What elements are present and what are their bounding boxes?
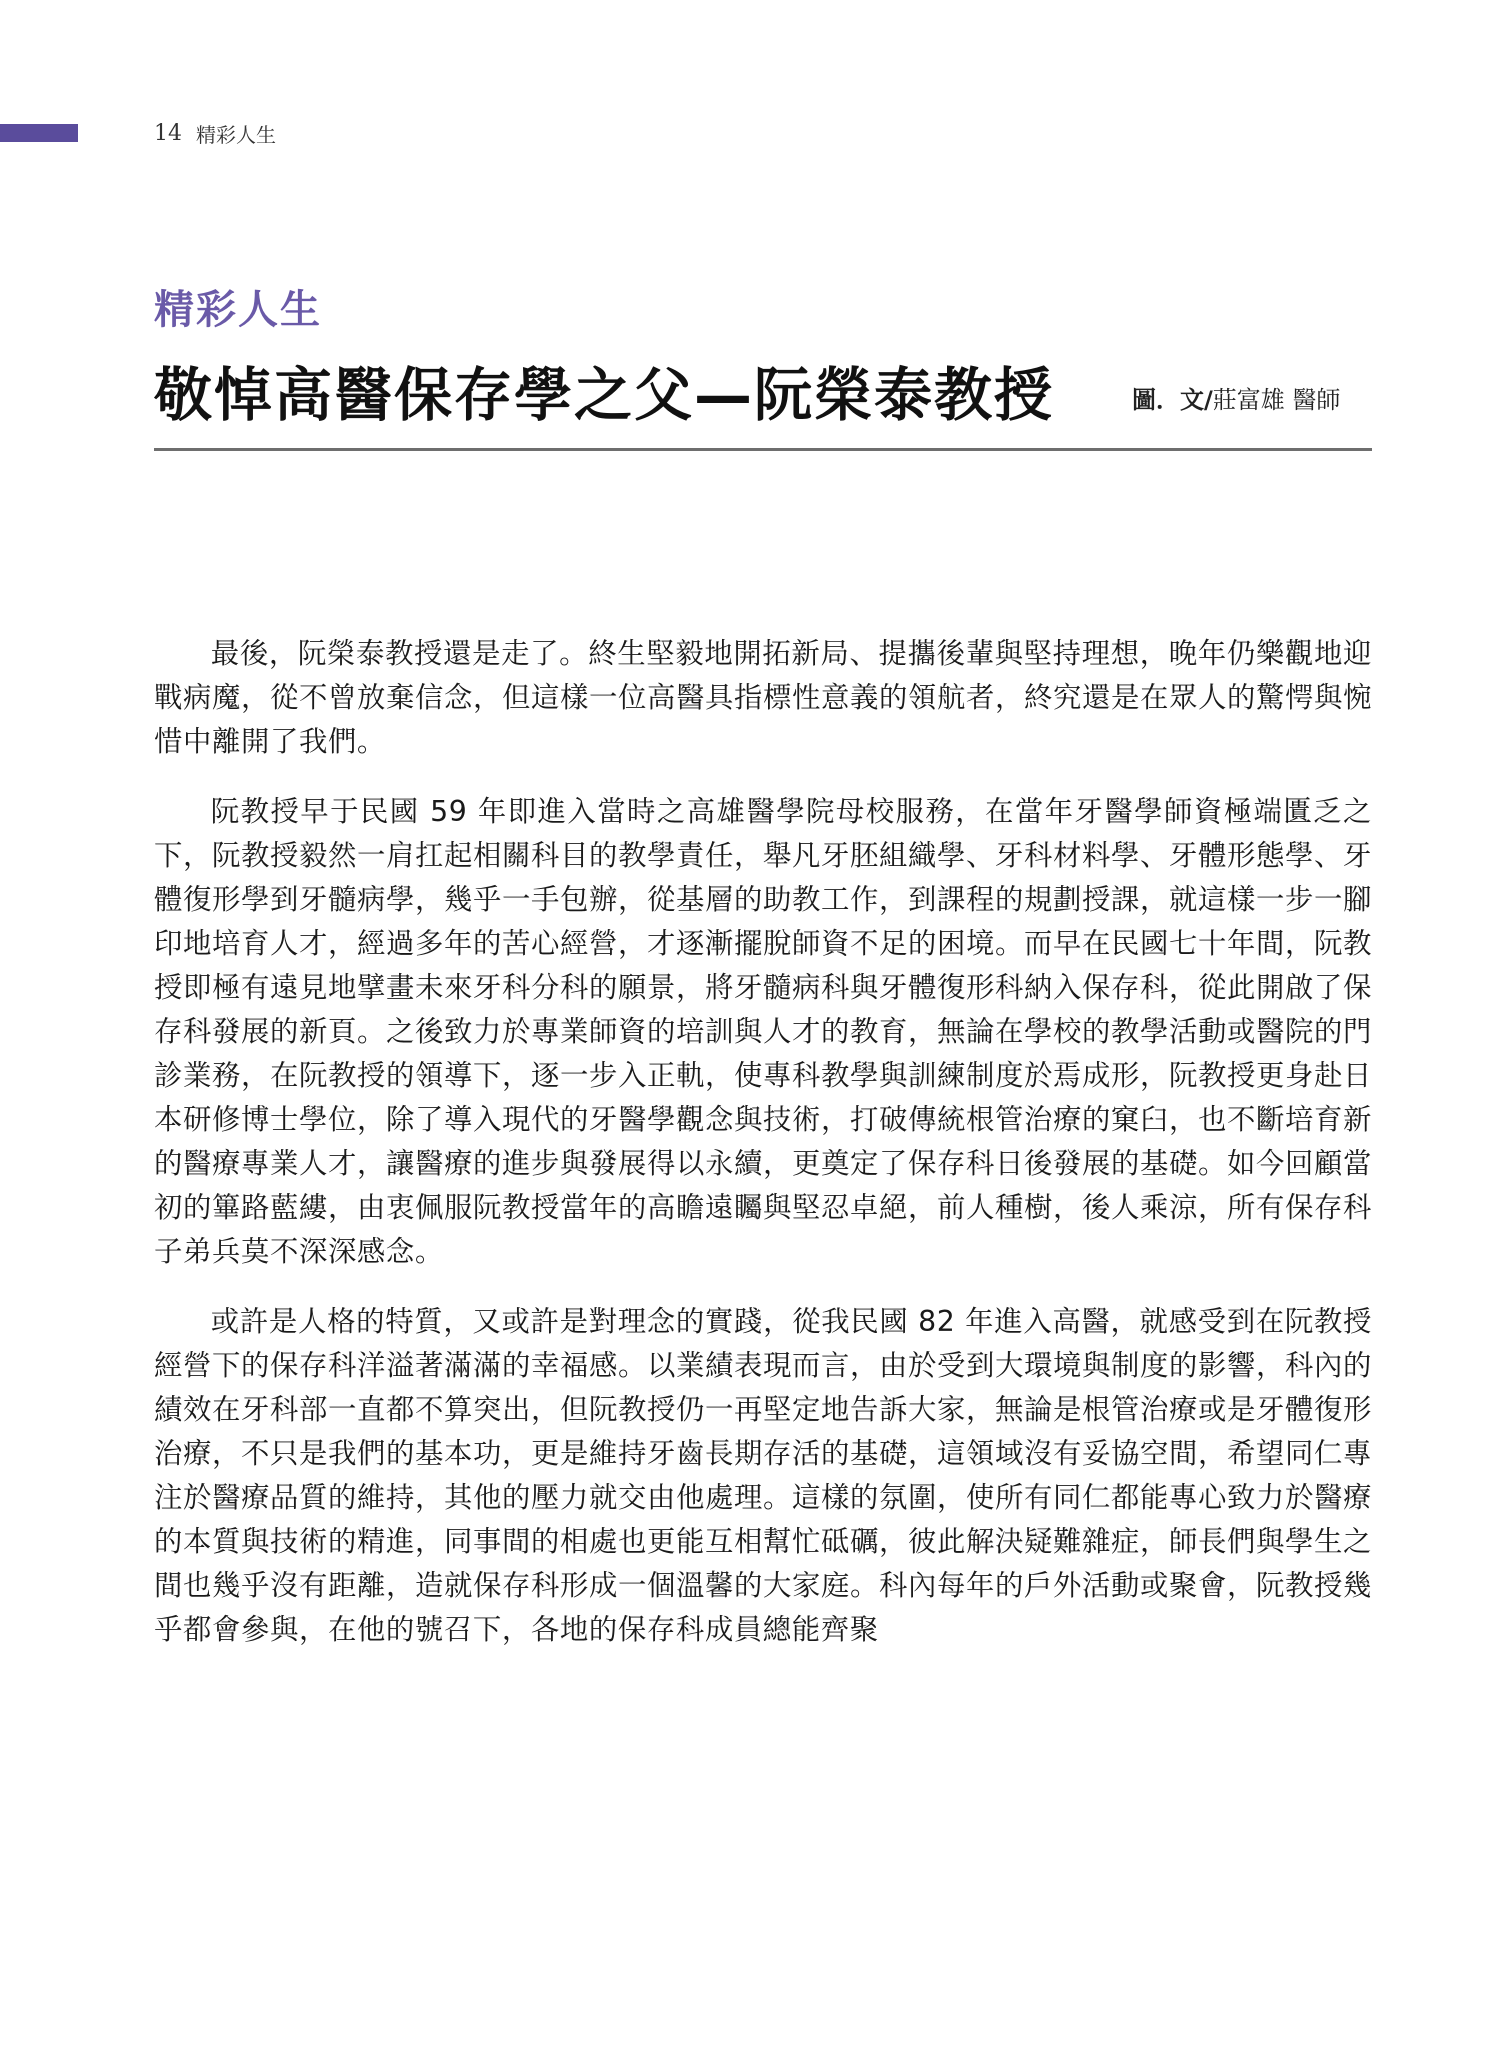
page-number: 14 <box>154 120 182 146</box>
article-title: 敬悼高醫保存學之父—阮榮泰教授 <box>154 361 1055 429</box>
paragraph-1: 最後，阮榮泰教授還是走了。終生堅毅地開拓新局、提攜後輩與堅持理想，晚年仍樂觀地迎戰病魔，從不曾放棄信念，但這樣一位高醫具指標性意義的領航者，終究還是在眾人的驚愕與惋惜中離開了我們。 <box>154 637 1372 758</box>
running-header <box>154 118 276 148</box>
byline-author: 莊富雄 醫師 <box>1212 386 1341 414</box>
byline-prefix: 圖．文/ <box>1132 386 1213 414</box>
article-body <box>154 632 1372 1678</box>
paragraph-2: 阮教授早于民國 59 年即進入當時之高雄醫學院母校服務，在當年牙醫學師資極端匱乏之下，阮教授毅然一肩扛起相關科目的教學責任，舉凡牙胚組織學、牙科材料學、牙體形態學、牙體復形學到牙髓病學，幾乎一手包辦，從基層的助教工作，到課程的規劃授課，就這樣一步一腳印地培育人才，經過多年的苦心經營，才逐漸擺脫師資不足的困境。而早在民國七十年間，阮教授即極有遠見地擘畫未來牙科分科的願景，將牙髓病科與牙體復形科納入保存科，從此開啟了保存科發展的新頁。之後致力於專業師資的培訓與人才的教育，無論在學校的教學活動或醫院的門診業務，在阮教授的領導下，逐一步入正軌，使專科教學與訓練制度於焉成形，阮教授更身赴日本研修博士學位，除了導入現代的牙醫學觀念與技術，打破傳統根管治療的窠臼，也不斷培育新的醫療專業人才，讓醫療的進步與發展得以永續，更奠定了保存科日後發展的基礎。如今回顧當初的篳路藍縷，由衷佩服阮教授當年的高瞻遠矚與堅忍卓絕，前人種樹，後人乘涼，所有保存科子弟兵莫不深深感念。 <box>154 795 1372 1268</box>
paragraph-3: 或許是人格的特質，又或許是對理念的實踐，從我民國 82 年進入高醫，就感受到在阮教授經營下的保存科洋溢著滿滿的幸福感。以業績表現而言，由於受到大環境與制度的影響，科內的績效在牙科部一直都不算突出，但阮教授仍一再堅定地告訴大家，無論是根管治療或是牙體復形治療，不只是我們的基本功，更是維持牙齒長期存活的基礎，這領域沒有妥協空間，希望同仁專注於醫療品質的維持，其他的壓力就交由他處理。這樣的氛圍，使所有同仁都能專心致力於醫療的本質與技術的精進，同事間的相處也更能互相幫忙砥礪，彼此解決疑難雜症，師長們與學生之間也幾乎沒有距離，造就保存科形成一個溫馨的大家庭。科內每年的戶外活動或聚會，阮教授幾乎都會參與，在他的號召下，各地的保存科成員總能齊聚 <box>154 1305 1372 1646</box>
side-color-tab <box>0 124 78 142</box>
section-label: 精彩人生 <box>154 287 322 333</box>
title-rule <box>154 448 1372 451</box>
header-section-name: 精彩人生 <box>196 122 276 147</box>
byline <box>1132 380 1340 415</box>
